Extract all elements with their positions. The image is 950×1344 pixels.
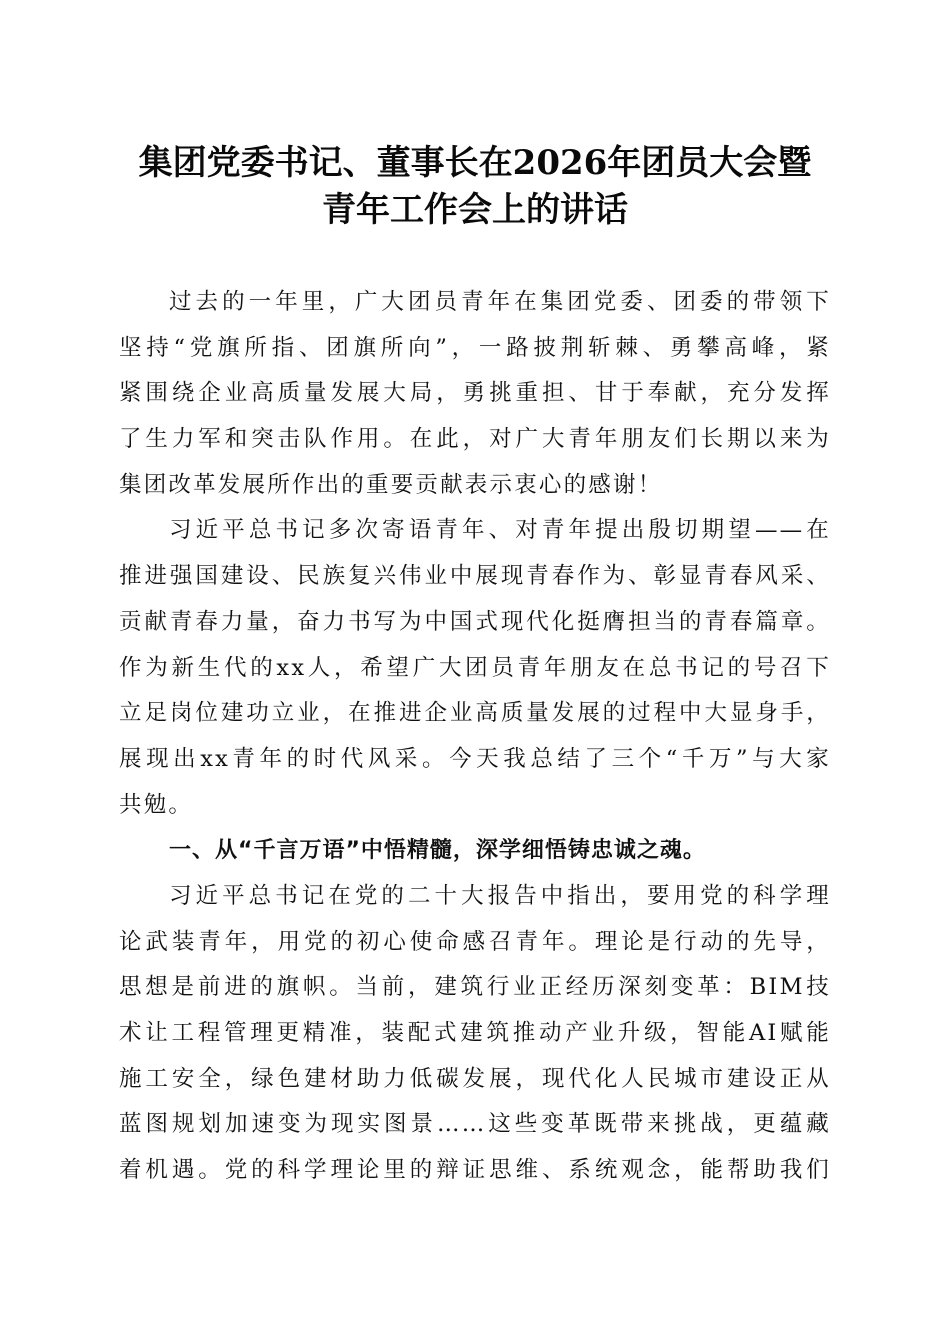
paragraph-expectations — [119, 508, 831, 828]
text-line: 作为新生代的xx人，希望广大团员青年朋友在总书记的号召下 — [119, 654, 831, 681]
text-line: 术让工程管理更精准，装配式建筑推动产业升级，智能AI赋能 — [119, 1020, 831, 1046]
text-line: 论武装青年，用党的初心使命感召青年。理论是行动的先导， — [119, 928, 831, 955]
document-title-line-1: 集团党委书记、董事长在2026年团员大会暨 — [138, 143, 812, 183]
text-line: 贡献青春力量，奋力书写为中国式现代化挺膺担当的青春篇章。 — [119, 608, 831, 635]
text-line: 了生力军和突击队作用。在此，对广大青年朋友们长期以来为 — [119, 426, 831, 453]
section-heading: 一、从“千言万语”中悟精髓，深学细悟铸忠诚之魂。 — [169, 838, 706, 864]
text-line: 坚持“党旗所指、团旗所向”，一路披荆斩棘、勇攀高峰，紧 — [119, 334, 831, 361]
document-title-line-2: 青年工作会上的讲话 — [322, 190, 628, 230]
document-body — [119, 280, 831, 1194]
text-line: 思想是前进的旗帜。当前，建筑行业正经历深刻变革：BIM技 — [119, 974, 831, 1001]
text-line: 展现出xx青年的时代风采。今天我总结了三个“千万”与大家 — [119, 745, 831, 772]
text-line: 蓝图规划加速变为现实图景……这些变革既带来挑战，更蕴藏 — [119, 1111, 831, 1138]
text-line: 习近平总书记多次寄语青年、对青年提出殷切期望——在 — [169, 517, 831, 544]
text-line: 紧围绕企业高质量发展大局，勇挑重担、甘于奉献，充分发挥 — [119, 380, 831, 407]
text-line: 习近平总书记在党的二十大报告中指出，要用党的科学理 — [169, 882, 831, 909]
text-line: 推进强国建设、民族复兴伟业中展现青春作为、彰显青春风采、 — [119, 563, 831, 590]
text-line: 着机遇。党的科学理论里的辩证思维、系统观念，能帮助我们 — [119, 1157, 831, 1184]
paragraph-intro — [119, 280, 831, 508]
text-line: 立足岗位建功立业，在推进企业高质量发展的过程中大显身手， — [119, 700, 831, 727]
text-line: 集团改革发展所作出的重要贡献表示衷心的感谢！ — [119, 471, 663, 498]
text-line: 共勉。 — [119, 791, 194, 818]
paragraph-theory — [119, 874, 831, 1194]
text-line: 过去的一年里，广大团员青年在集团党委、团委的带领下 — [169, 289, 831, 315]
text-line: 施工安全，绿色建材助力低碳发展，现代化人民城市建设正从 — [119, 1065, 831, 1092]
